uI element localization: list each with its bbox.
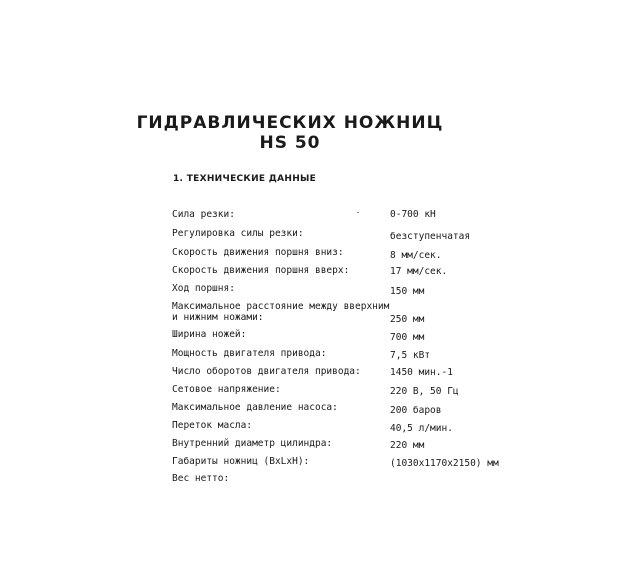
document-title: ГИДРАВЛИЧЕСКИХ НОЖНИЦ xyxy=(136,113,444,133)
spec-value: 17 мм/сек. xyxy=(390,266,448,277)
spec-value: (1030x1170x2150) мм xyxy=(390,458,499,469)
spec-label: Скорость движения поршня вверх: xyxy=(172,265,350,276)
spec-label: Число оборотов двигателя привода: xyxy=(172,366,361,377)
spec-label: Сетовое напряжение: xyxy=(172,384,281,395)
spec-label: Габариты ножниц (BxLxH): xyxy=(172,456,310,467)
spec-value: 220 мм xyxy=(390,440,425,451)
section-heading: 1. ТЕХНИЧЕСКИЕ ДАННЫЕ xyxy=(173,174,317,184)
spec-value: 1450 мин.-1 xyxy=(390,367,453,378)
spec-value: безступенчатая xyxy=(390,231,471,242)
spec-value: 150 мм xyxy=(390,286,425,297)
spec-label: Переток масла: xyxy=(172,420,253,431)
spec-value: 8 мм/сек. xyxy=(390,250,442,261)
spec-label: Ширина ножей: xyxy=(172,329,247,340)
spec-value: 250 мм xyxy=(390,314,425,325)
spec-value: 700 мм xyxy=(390,332,425,343)
spec-value: 40,5 л/мин. xyxy=(390,423,453,434)
spec-label: Регулировка силы резки: xyxy=(172,228,304,239)
spec-label: Ход поршня: xyxy=(172,283,235,294)
scan-speck xyxy=(357,212,359,213)
spec-value: 200 баров xyxy=(390,405,442,416)
spec-label: Сила резки: xyxy=(172,209,235,220)
model-name: HS 50 xyxy=(259,133,321,153)
spec-value: 220 В, 50 Гц xyxy=(390,386,459,397)
spec-value: 0-700 кН xyxy=(390,209,436,220)
spec-value: 7,5 кВт xyxy=(390,350,431,361)
spec-label: Максимальное давление насоса: xyxy=(172,402,338,413)
spec-label: Вес нетто: xyxy=(172,473,230,484)
spec-label: Максимальное расстояние между вверхним и нижним ножами: xyxy=(172,301,390,323)
spec-label: Внутренний диаметр цилиндра: xyxy=(172,438,333,449)
spec-label: Скорость движения поршня вниз: xyxy=(172,247,344,258)
spec-label: Мощность двигателя привода: xyxy=(172,348,327,359)
